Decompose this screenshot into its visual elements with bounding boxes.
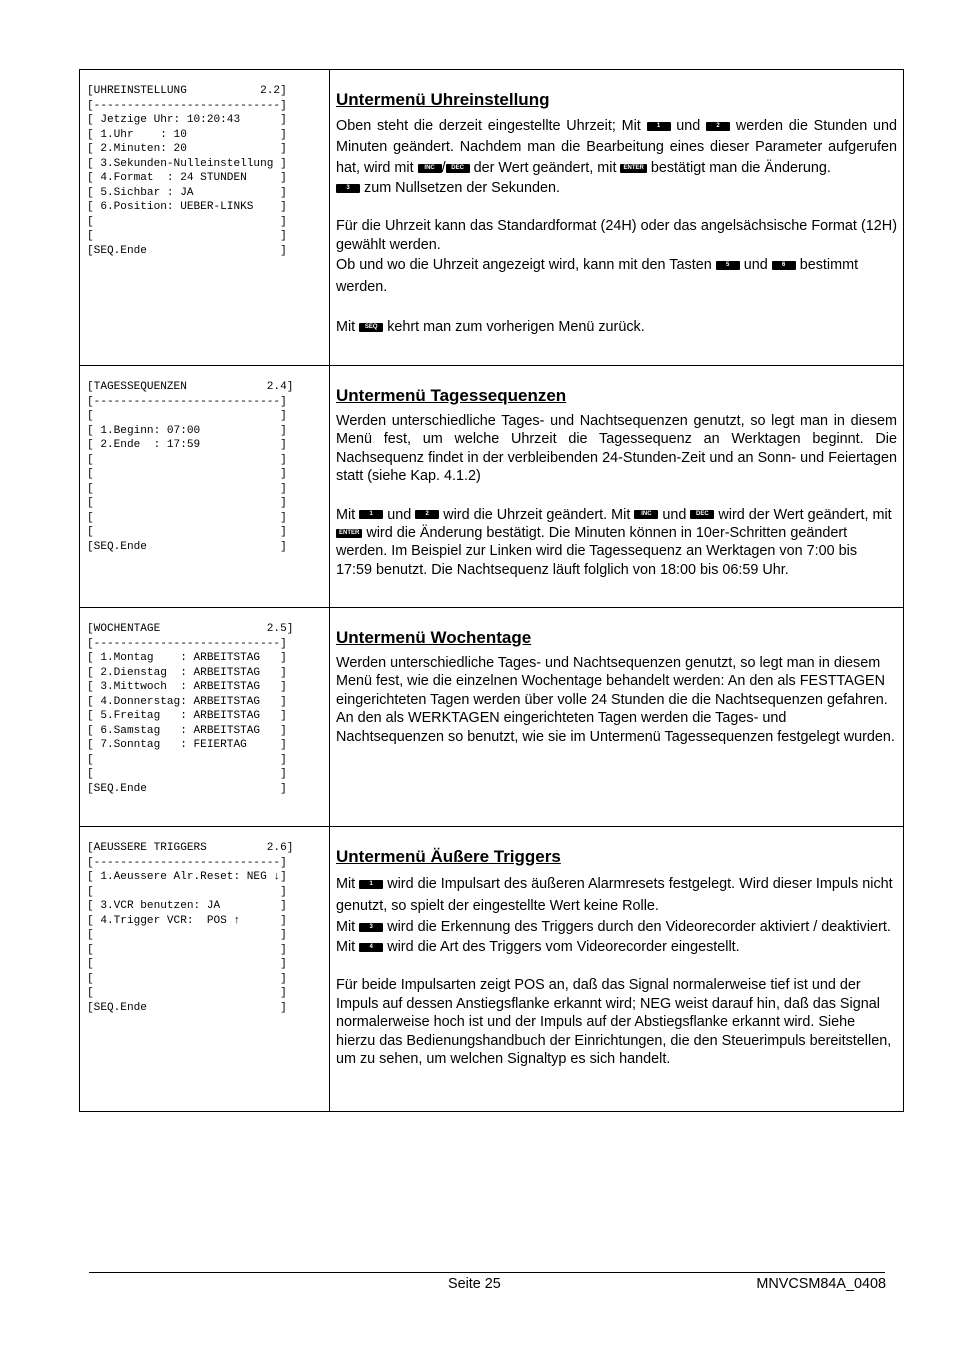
paragraph: Mit 1 und 2 wird die Uhrzeit geändert. Mit INC und DEC wird der Wert geändert, mit ENTER wird die Änderung bestätigt. Die Minuten können in 10er-Schritten geändert werden. Im Beispiel zur Linken wird die Tagessequenz an Werktagen von 7:00 bis 17:59 benutzt. Die Nachtsequenz läuft folglich von 18:00 bis 06:59 Uhr. [336,506,892,578]
key-inc-icon: INC [634,510,658,519]
section-title: Untermenü Wochentage [336,628,532,647]
key-1-icon: 1 [647,122,671,131]
menu-table [79,69,904,1112]
screen-display: [AEUSSERE TRIGGERS 2.6] [----------------------------] [ 1.Aeussere Alr.Reset: NEG ↓] [ ] [ 3.VCR benutzen: JA ] [ 4.Trigger VCR: POS ↑ ] [ ] [ ] [ ] [ ] [ ] [SEQ.Ende ] [87,842,294,1014]
key-1-icon: 1 [359,880,383,889]
key-enter-icon: ENTER [336,529,362,538]
key-6-icon: 6 [772,261,796,270]
paragraph: Mit 3 wird die Erkennung des Triggers durch den Videorecorder aktiviert / deaktiviert. [336,919,891,935]
description-panel [330,608,903,826]
key-seq-icon: SEQ [359,323,383,332]
key-2-icon: 2 [706,122,730,131]
screen-panel [80,827,330,1111]
section-title: Untermenü Uhreinstellung [336,90,550,109]
paragraph: Mit SEQ kehrt man zum vorherigen Menü zurück. [336,319,645,336]
description-panel [330,70,903,365]
key-enter-icon: ENTER [620,164,646,173]
document-code: MNVCSM84A_0408 [756,1276,886,1292]
screen-display: [WOCHENTAGE 2.5] [----------------------------] [ 1.Montag : ARBEITSTAG ] [ 2.Dienstag : ARBEITSTAG ] [ 3.Mittwoch : ARBEITSTAG ] [ 4.Donnerstag: ARBEITSTAG ] [ 5.Freitag : ARBEITSTAG ] [ 6.Samstag : ARBEITSTAG ] [ 7.Sonntag : FEIERTAG ] [ ] [ ] [SEQ.Ende ] [87,623,294,795]
description-panel [330,827,903,1111]
paragraph: Werden unterschiedliche Tages- und Nachtsequenzen genutzt, so legt man in diesem Menü fest, wie die einzelnen Wochentage behandelt werden: An den als FESTTAGEN eingerichteten Tagen werden über volle 24 Stunden die die Nachtsequenzen gefahren. An den als WERKTAGEN eingerichteten Tagen werden die Tages- und Nachtsequenzen so benutzt, wie sie im Untermenü Tagessequenzen festgelegt wurden. [336,655,895,745]
paragraph: Mit 4 wird die Art des Triggers vom Videorecorder eingestellt. [336,939,740,955]
paragraph: Mit 1 wird die Impulsart des äußeren Alarmresets festgelegt. Wird dieser Impuls nicht genutzt, so spielt der eingestellte Wert keine Rolle. [336,876,893,914]
paragraph: Für die Uhrzeit kann das Standardformat (24H) oder das angelsächsische Format (12H) gewählt werden. [336,218,897,253]
section-uhreinstellung [79,69,904,366]
section-title: Untermenü Tagessequenzen [336,386,567,405]
key-3-icon: 3 [336,184,360,193]
screen-panel [80,70,330,365]
footer-divider [89,1272,885,1273]
key-dec-icon: DEC [690,510,714,519]
page-number: Seite 25 [448,1276,501,1292]
key-3-icon: 3 [359,923,383,932]
section-wochentage [79,608,904,827]
section-title: Untermenü Äußere Triggers [336,847,561,866]
section-aeussere-triggers [79,827,904,1112]
paragraph: Oben steht die derzeit eingestellte Uhrzeit; Mit 1 und 2 werden die Stunden und Minuten geändert. Nachdem man die Bearbeitung eines dieser Parameter aufgerufen hat, wird mit INC / DEC der Wert geändert, mit ENTER bestätigt man die Änderung. [336,118,898,176]
key-5-icon: 5 [716,261,740,270]
key-4-icon: 4 [359,943,383,952]
paragraph: Ob und wo die Uhrzeit angezeigt wird, kann mit den Tasten 5 und 6 bestimmt werden. [336,257,859,296]
section-tagessequenzen [79,366,904,608]
screen-panel [80,366,330,607]
screen-display: [TAGESSEQUENZEN 2.4] [----------------------------] [ ] [ 1.Beginn: 07:00 ] [ 2.Ende : 17:59 ] [ ] [ ] [ ] [ ] [ ] [ ] [SEQ.Ende ] [87,381,294,553]
key-inc-icon: INC [418,164,442,173]
key-2-icon: 2 [415,510,439,519]
key-1-icon: 1 [359,510,383,519]
paragraph: Für beide Impulsarten zeigt POS an, daß das Signal normalerweise tief ist und der Impuls auf dessen Anstiegsflanke erkannt wird; NEG weist darauf hin, daß das Signal normalerweise hoch ist und der Impuls auf der Abstiegsflanke erkannt wird. Siehe hierzu das Bedienungshandbuch der Einrichtungen, die den Steuerimpuls bereitstellen, um zu sehen, um welchen Signaltyp es sich handelt. [336,977,892,1068]
screen-panel [80,608,330,826]
key-dec-icon: DEC [446,164,470,173]
paragraph: 3 zum Nullsetzen der Sekunden. [336,179,897,197]
screen-display: [UHREINSTELLUNG 2.2] [----------------------------] [ Jetzige Uhr: 10:20:43 ] [ 1.Uhr : 10 ] [ 2.Minuten: 20 ] [ 3.Sekunden-Nulleinstellung ] [ 4.Format : 24 STUNDEN ] [ 5.Sichbar : JA ] [ 6.Position: UEBER-LINKS ] [ ] [ ] [SEQ.Ende ] [87,85,287,257]
paragraph: Werden unterschiedliche Tages- und Nachtsequenzen genutzt, so legt man in diesem Menü fest, um welche Uhrzeit die Tagessequenz an Werktagen beginnt. Die Nachsequenz findet in der verbleibenden 24-Stunden-Zeit und an Sonn- und Feiertagen statt (siehe Kap. 4.1.2) [336,413,897,485]
description-panel [330,366,903,607]
